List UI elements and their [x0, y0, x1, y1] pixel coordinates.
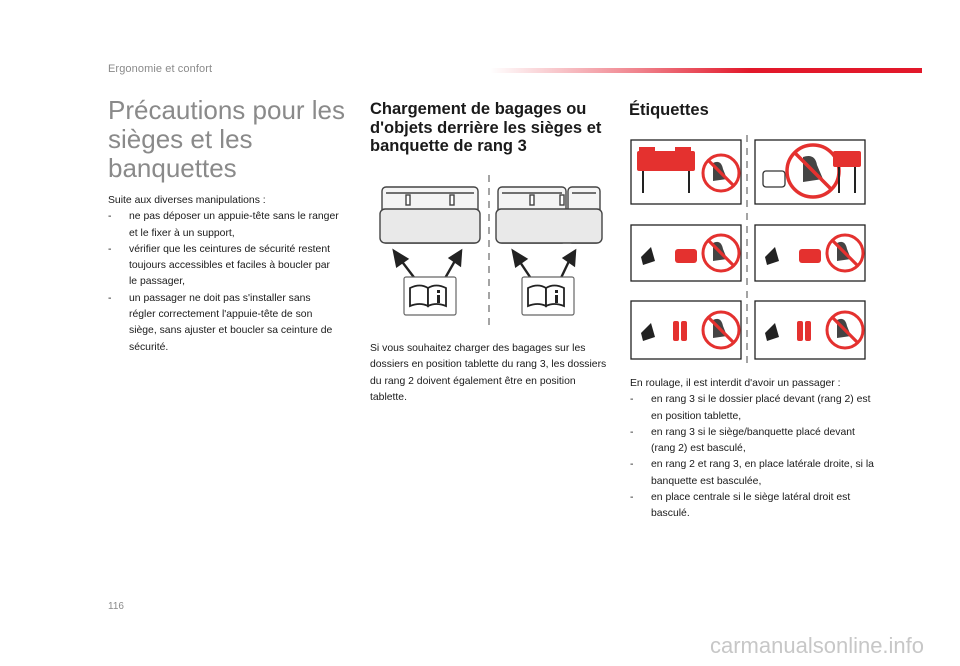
- list-item: - en rang 2 et rang 3, en place latérale droite, si la banquette est basculée,: [630, 457, 880, 490]
- header-accent-rule: [490, 68, 922, 73]
- warning-label: [755, 301, 865, 359]
- labels-section-title: Étiquettes: [629, 101, 709, 119]
- warning-labels-illustration: [627, 135, 867, 365]
- prohibited-passenger-icon: [827, 235, 863, 271]
- prohibited-passenger-icon: [703, 312, 739, 348]
- list-item: - en rang 3 si le siège/banquette placé devant (rang 2) est basculé,: [630, 425, 880, 458]
- precautions-text: [108, 193, 340, 356]
- prohibited-passenger-icon: [703, 235, 739, 271]
- seats-tablet-illustration: [370, 175, 610, 335]
- warning-label: [631, 225, 741, 281]
- list-item: - ne pas déposer un appuie-tête sans le ranger et le fixer à un support,: [108, 209, 340, 242]
- manual-info-icon: [404, 277, 456, 315]
- precautions-list: [108, 209, 340, 356]
- watermark: carmanualsonline.info: [710, 633, 925, 658]
- page-number: 116: [108, 601, 124, 612]
- list-item: - en place centrale si le siège latéral droit est basculé.: [630, 490, 880, 523]
- seat-back-icon: [380, 187, 480, 243]
- luggage-section-title: Chargement de bagages ou d'objets derrière les sièges et banquette de rang 3: [370, 100, 602, 155]
- prohibited-passenger-icon: [703, 155, 739, 191]
- labels-intro: En roulage, il est interdit d'avoir un passager :: [630, 378, 841, 389]
- warning-label: [631, 301, 741, 359]
- luggage-text: Si vous souhaitez charger des bagages sur les dossiers en position tablette du rang 3, les dossiers du rang 2 doivent également être en position tablette.: [370, 343, 607, 403]
- manual-info-icon: [522, 277, 574, 315]
- precautions-intro: Suite aux diverses manipulations :: [108, 195, 266, 206]
- warning-label: [755, 140, 865, 204]
- list-item: - vérifier que les ceintures de sécurité restent toujours accessibles et faciles à boucler par le passager,: [108, 242, 340, 291]
- labels-list: [630, 392, 880, 522]
- warning-label: [631, 140, 741, 204]
- labels-text: [630, 376, 880, 523]
- section-title: Ergonomie et confort: [108, 63, 213, 75]
- seat-back-icon: [496, 187, 602, 243]
- prohibited-passenger-icon: [827, 312, 863, 348]
- warning-label: [755, 225, 865, 281]
- prohibited-passenger-icon: [787, 145, 839, 197]
- list-item: - un passager ne doit pas s'installer sans régler correctement l'appuie-tête de son siège, sans ajuster et boucler sa ceinture de sécurité.: [108, 291, 340, 356]
- page-title: Précautions pour les sièges et les banquettes: [108, 95, 346, 183]
- list-item: - en rang 3 si le dossier placé devant (rang 2) est en position tablette,: [630, 392, 880, 425]
